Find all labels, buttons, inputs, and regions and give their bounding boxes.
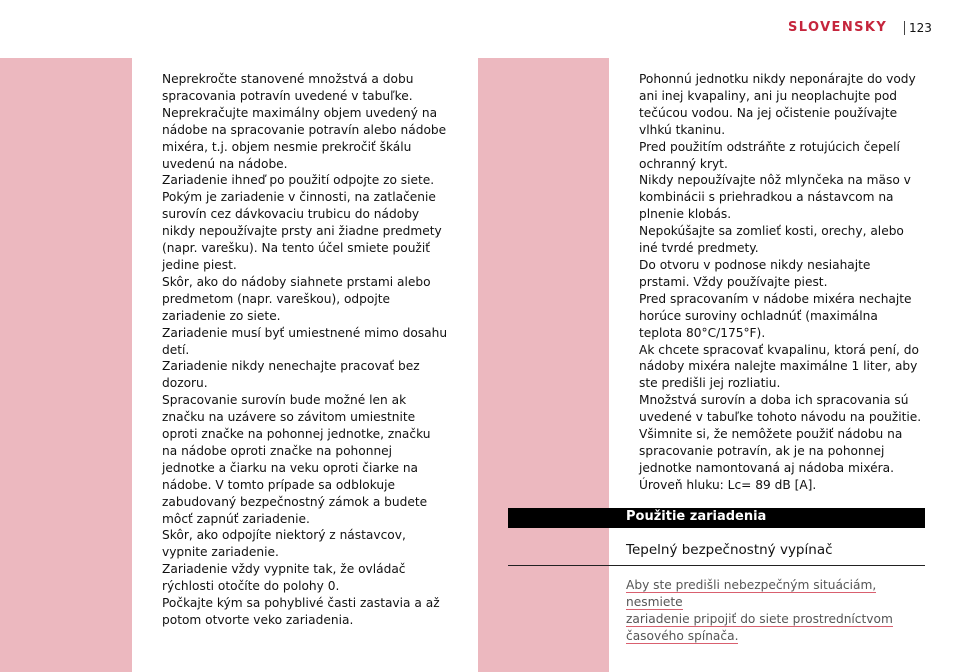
text-line: Úroveň hluku: Lc= 89 dB [A].: [639, 477, 817, 492]
text-line: Skôr, ako odpojíte niektorý z nástavcov,: [162, 528, 406, 543]
text-line: ste predišli jej rozliatiu.: [639, 376, 781, 391]
text-line: Ak chcete spracovať kvapalinu, ktorá pení, do: [639, 342, 919, 357]
warning-line: časového spínača.: [626, 628, 739, 643]
text-line: Zariadenie ihneď po použití odpojte zo siete.: [162, 173, 435, 188]
left-margin-band: [0, 58, 132, 672]
divider: [508, 565, 925, 566]
header-separator: [904, 21, 905, 35]
text-line: uvedené v tabuľke tohoto návodu na použitie.: [639, 410, 922, 425]
subheading: Tepelný bezpečnostný vypínač: [626, 542, 833, 558]
warning-text: [626, 577, 926, 645]
section-title: Použitie zariadenia: [626, 509, 767, 524]
text-line: Zariadenie musí byť umiestnené mimo dosahu: [162, 325, 448, 340]
text-line: spracovania potravín uvedené v tabuľke.: [162, 88, 413, 103]
warning-line: Aby ste predišli nebezpečným situáciám, nesmiete: [626, 578, 877, 609]
text-line: horúce suroviny ochladnúť (maximálna: [639, 308, 878, 323]
text-line: potom otvorte veko zariadenia.: [162, 613, 354, 627]
text-line: tečúcou vodou. Na jej očistenie používajte: [639, 105, 898, 120]
text-line: Pred použitím odstráňte z rotujúcich čepelí: [639, 139, 900, 154]
text-line: nádobe. V tomto prípade sa odblokuje: [162, 477, 395, 492]
text-line: Pohonnú jednotku nikdy neponárajte do vody: [639, 72, 916, 86]
left-safety-text: [162, 71, 462, 629]
language-header: SLOVENSKY: [788, 20, 888, 35]
text-line: zariadenie zo siete.: [162, 308, 281, 323]
text-line: Nikdy nepoužívajte nôž mlynčeka na mäso v: [639, 173, 911, 188]
text-line: surovín cez dávkovaciu trubicu do nádoby: [162, 207, 420, 222]
text-line: kombinácii s priehradkou a nástavcom na: [639, 190, 894, 205]
text-line: zabudovaný bezpečnostný zámok a budete: [162, 494, 428, 509]
text-line: ochranný kryt.: [639, 156, 728, 171]
text-line: mixéra, t.j. objem nesmie prekročiť škálu: [162, 139, 412, 154]
text-line: (napr. varešku). Na tento účel smiete použiť: [162, 241, 430, 256]
text-line: predmetom (napr. vareškou), odpojte: [162, 291, 391, 306]
text-line: jednotke namontovaná aj nádoba mixéra.: [639, 460, 894, 475]
text-line: Skôr, ako do nádoby siahnete prstami alebo: [162, 274, 431, 289]
text-line: Pred spracovaním v nádobe mixéra nechajte: [639, 291, 912, 306]
text-line: nádobe na spracovanie potravín alebo nádobe: [162, 122, 447, 137]
text-line: oproti značke na pohonnej jednotke, značku: [162, 427, 431, 442]
text-line: rýchlosti otočíte do polohy 0.: [162, 579, 340, 594]
warning-line: zariadenie pripojiť do siete prostredníctvom: [626, 611, 893, 626]
right-safety-text: [639, 71, 939, 494]
text-line: plnenie klobás.: [639, 207, 732, 222]
center-margin-band: [478, 58, 609, 672]
text-line: značku na uzávere so závitom umiestnite: [162, 410, 416, 425]
page-number: 123: [909, 21, 932, 35]
text-line: Do otvoru v podnose nikdy nesiahajte: [639, 257, 871, 272]
text-line: Množstvá surovín a doba ich spracovania sú: [639, 393, 909, 408]
text-line: iné tvrdé predmety.: [639, 241, 759, 256]
text-line: Neprekročte stanovené množstvá a dobu: [162, 72, 414, 86]
text-line: Pokým je zariadenie v činnosti, na zatlačenie: [162, 190, 436, 205]
text-line: môcť zapnúť zariadenie.: [162, 511, 310, 526]
text-line: ani inej kvapaliny, ani ju neoplachujte pod: [639, 88, 898, 103]
text-line: nádoby mixéra nalejte maximálne 1 liter, aby: [639, 359, 918, 374]
text-line: Zariadenie nikdy nenechajte pracovať bez: [162, 359, 420, 374]
text-line: Všimnite si, že nemôžete použiť nádobu na: [639, 427, 903, 442]
text-line: jedine piest.: [162, 257, 237, 272]
text-line: Nepokúšajte sa zomlieť kosti, orechy, alebo: [639, 224, 904, 239]
text-line: jednotke a čiarku na veku oproti čiarke na: [162, 460, 419, 475]
text-line: Zariadenie vždy vypnite tak, že ovládač: [162, 562, 406, 577]
text-line: vypnite zariadenie.: [162, 545, 279, 560]
text-line: na nádobe oproti značke na pohonnej: [162, 443, 393, 458]
text-line: Počkajte kým sa pohyblivé časti zastavia a až: [162, 596, 440, 611]
text-line: Neprekračujte maximálny objem uvedený na: [162, 105, 438, 120]
text-line: teplota 80°C/175°F).: [639, 325, 766, 340]
text-line: dozoru.: [162, 376, 208, 391]
text-line: Spracovanie surovín bude možné len ak: [162, 393, 407, 408]
text-line: uvedenú na nádobe.: [162, 156, 288, 171]
text-line: prstami. Vždy používajte piest.: [639, 274, 828, 289]
text-line: spracovanie potravín, ak je na pohonnej: [639, 443, 885, 458]
text-line: vlhkú tkaninu.: [639, 122, 726, 137]
text-line: detí.: [162, 342, 190, 357]
text-line: nikdy nepoužívajte prsty ani žiadne predmety: [162, 224, 442, 239]
